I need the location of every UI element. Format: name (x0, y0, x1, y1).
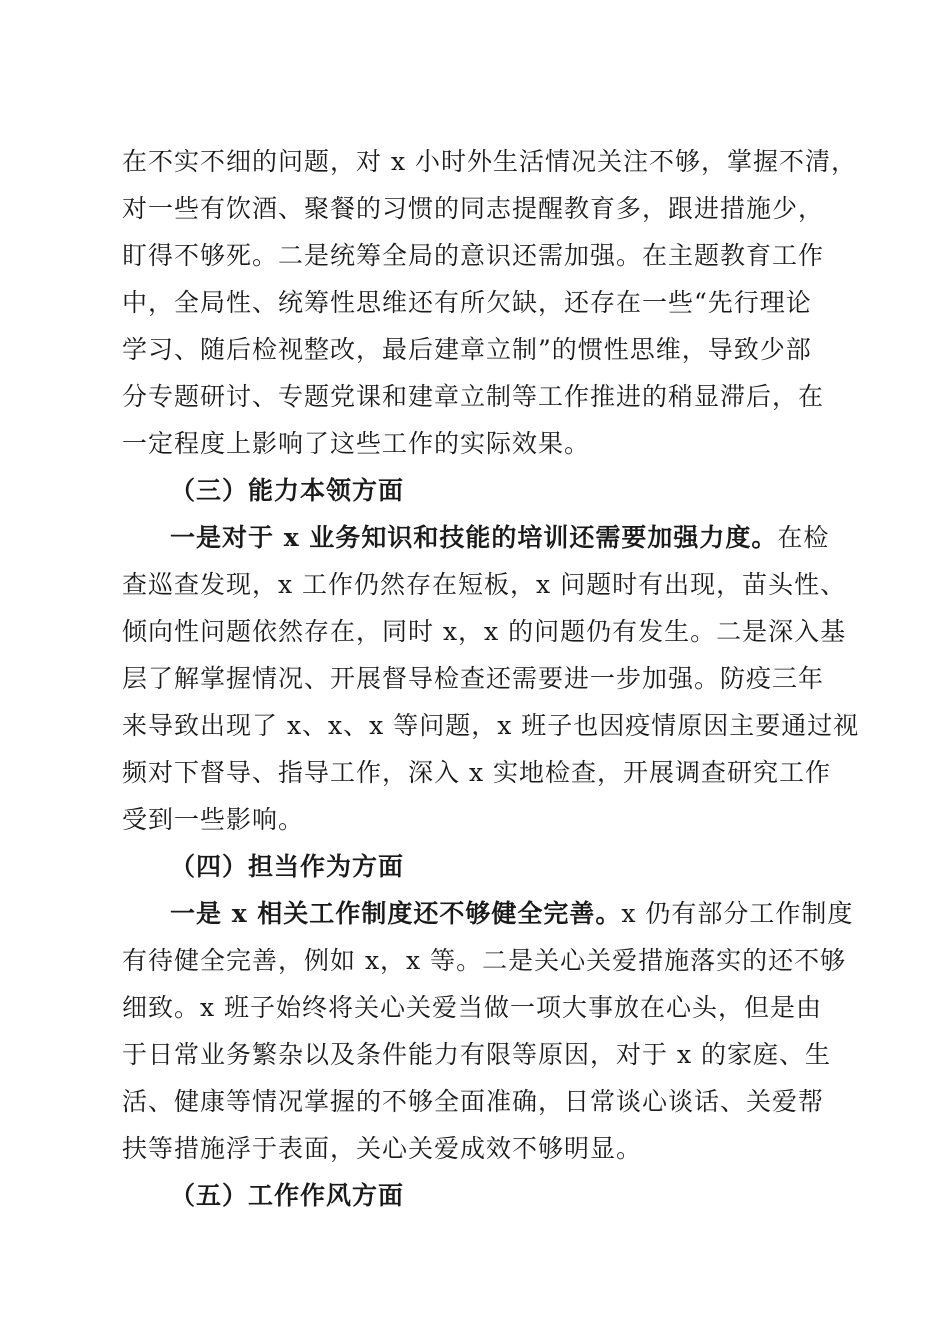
body-line: 倾向性问题依然存在，同时 x，x 的问题仍有发生。二是深入基 (122, 617, 847, 646)
lead-sentence: 一是 x 相关工作制度还不够健全完善。 (170, 899, 622, 928)
body-line: 受到一些影响。 (122, 805, 305, 834)
section-heading: （三）能力本领方面 (170, 476, 405, 505)
body-line: 层了解掌握情况、开展督导检查还需要进一步加强。防疫三年 (122, 664, 825, 693)
body-line: 查巡查发现，x 工作仍然存在短板，x 问题时有出现，苗头性、 (122, 570, 847, 599)
body-line: 中，全局性、统筹性思维还有所欠缺，还存在一些“先行理论 (122, 288, 812, 317)
body-line: 活、健康等情况掌握的不够全面准确，日常谈心谈话、关爱帮 (122, 1087, 825, 1116)
body-line: 细致。x 班子始终将关心关爱当做一项大事放在心头，但是由 (122, 993, 823, 1022)
body-line: 来导致出现了 x、x、x 等问题，x 班子也因疫情原因主要通过视 (122, 711, 860, 740)
section-heading: （四）担当作为方面 (170, 852, 405, 881)
body-line (170, 899, 853, 929)
body-line: 盯得不够死。二是统筹全局的意识还需加强。在主题教育工作 (122, 241, 825, 270)
lead-sentence: 一是对于 x 业务知识和技能的培训还需要加强力度。 (170, 523, 778, 552)
body-line: 有待健全完善，例如 x，x 等。二是关心关爱措施落实的还不够 (122, 946, 847, 975)
body-line: 学习、随后检视整改，最后建章立制”的惯性思维，导致少部 (122, 335, 812, 364)
body-line: 扶等措施浮于表面，关心关爱成效不够明显。 (122, 1134, 643, 1163)
body-line (170, 523, 829, 553)
section-heading: （五）工作作风方面 (170, 1181, 405, 1210)
body-line: 在不实不细的问题，对 x 小时外生活情况关注不够，掌握不清， (122, 147, 857, 176)
body-text: 在检 (777, 523, 830, 552)
body-line: 一定程度上影响了这些工作的实际效果。 (122, 429, 591, 458)
body-line: 频对下督导、指导工作，深入 x 实地检查，开展调查研究工作 (122, 758, 831, 787)
body-line: 于日常业务繁杂以及条件能力有限等原因，对于 x 的家庭、生 (122, 1040, 831, 1069)
body-line: 对一些有饮酒、聚餐的习惯的同志提醒教育多，跟进措施少， (122, 194, 825, 223)
body-line: 分专题研讨、专题党课和建章立制等工作推进的稍显滞后，在 (122, 382, 825, 411)
body-text: x 仍有部分工作制度 (621, 899, 854, 928)
